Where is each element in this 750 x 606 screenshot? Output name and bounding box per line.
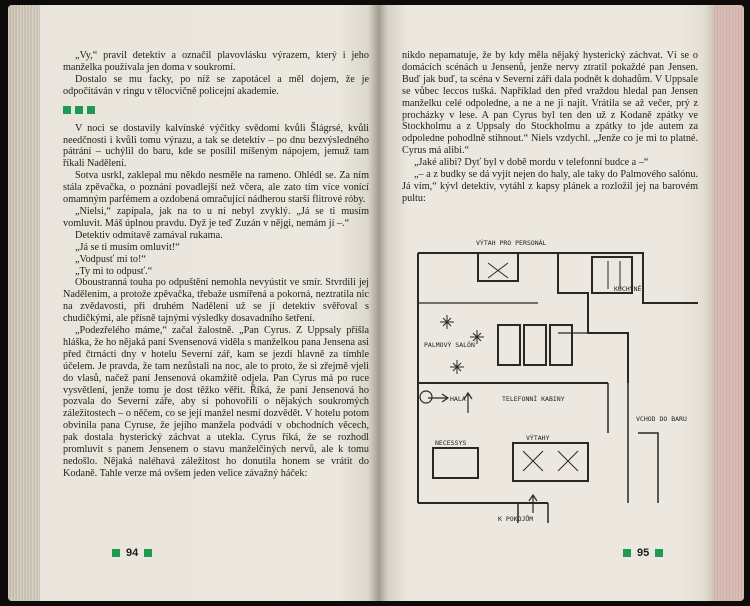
paragraph: „– a z budky se dá vyjít nejen do haly, ale taky do Palmového salónu. Já vím,“ kývl detektiv, vytáhl z kapsy plánek a rozložil jej na barovém pultu:: [402, 169, 698, 204]
page-number-right: [623, 547, 663, 559]
plan-label: HALA: [450, 395, 466, 403]
floor-plan: [398, 233, 698, 523]
green-square-icon: [144, 549, 152, 557]
plan-label: TELEFONNÍ KABINY: [502, 395, 565, 403]
green-square-icon: [87, 106, 95, 114]
paragraph: „Ty mi to odpusť.“: [75, 265, 153, 277]
paragraph: nikdo nepamatuje, že by kdy měla nějaký hysterický záchvat. Ví se o domácích scénách u Jensenů, jenže nervy ztratil pokaždé pan Jensen. Buď jak buď, ta scéna v Severní záři dala podnět k dohadům. V Uppsale se vůbec leccos tušká. Například den před vraždou hledal pan Jensen manželku celé odpoledne, a ne a ne ji najít. Vrátila se až večer, prý z procházky v lese. A pan Cyrus byl ten den už z Kodaně zpátky ve Stockholmu a z Uppsaly do Stockholmu a zpátky to jde autem za odpoledne pohodlně stihnout.“ Niels vzdychl. „Jenže co je mi to platné. Cyrus má alibi.“: [402, 50, 698, 157]
paragraph: „Já se ti musím omluvit!“: [75, 241, 180, 253]
paragraph: V noci se dostavily kalvínské výčitky svědomí kvůli Šlágrsé, kvůli needčnosti i kvůli tomu výrazu, a tak se detektiv – po dnu bezvýsledného pátrání – uchýlil do baru, kde se posílil míšeným nápojem, jemuž tam říkali Nadělení.: [63, 122, 369, 170]
paragraph: Detektiv odmítavě zamával rukama.: [75, 229, 223, 241]
green-square-icon: [75, 106, 83, 114]
section-break-squares: [63, 106, 369, 114]
left-page-text: [63, 50, 369, 480]
paragraph: Oboustranná touha po odpuštění nemohla nevyústit ve smír. Stvrdili jej Nadělením, a protože zpěvačka, třebaže usmířená a pokorná, neztratila nic na zvědavosti, při druhém Nadělení už se jí detektiv svěřoval s chudičkými, ale přísně tajnými výsledky dosavadního šetření.: [63, 277, 369, 325]
plan-label: K POKOJŮM: [498, 515, 534, 523]
plan-label: NECESSYS: [435, 439, 467, 447]
plan-label: VCHOD DO BARU: [636, 415, 687, 423]
paragraph: „Jaké alibi? Dyť byl v době mordu v telefonní budce a –“: [414, 157, 649, 169]
page-edge-right: [714, 5, 744, 601]
plan-staff-elevator: [478, 253, 518, 281]
plan-phone-booth: [550, 325, 572, 365]
plan-phone-booth: [524, 325, 546, 365]
green-square-icon: [655, 549, 663, 557]
right-page: [378, 5, 744, 601]
green-square-icon: [63, 106, 71, 114]
plan-label: VÝTAHY: [526, 434, 550, 442]
page-number-text: 94: [126, 547, 139, 559]
plan-phone-booth: [498, 325, 520, 365]
plan-label: VÝTAH PRO PERSONÁL: [476, 239, 547, 247]
plan-elevators: [513, 443, 588, 481]
plan-toilets: [433, 448, 478, 478]
paragraph: Dostalo se mu facky, po níž se zapotácel a měl dojem, že je odpočítáván v ringu v tělocvičně policejní akademie.: [63, 73, 369, 97]
page-number-text: 95: [637, 547, 650, 559]
right-page-text: [402, 50, 698, 205]
paragraph: Sotva usrkl, zaklepal mu někdo nesměle na rameno. Ohlédl se. Za ním stála zpěvačka, o poznání povadlejší než včera, ale zato tím více vonící omamným parfémem a ozdobená omračující nádherou starší flitrové róby.: [63, 170, 369, 206]
paragraph: „Podezřelého máme,“ začal žalostně. „Pan Cyrus. Z Uppsaly přišla hláška, že ho nějaká paní Svensenová viděla s manželkou pana Jensena asi před čtrnácti dny v hotelu Severní zář, kam se jezdí hlavně za tímhle účelem. Je pravda, že tam nezůstali na noc, ale to proto, že si zřejmě vjeli do vlasů, načež paní Jensenová okamžitě odjela. Pan Cyrus má po ruce vysvětlení, jenže tomu je dost těžko věřit. Říká, že paní Jensenová ho pozvala do Severní záře, aby si pohovořili o nějakých soukromých záležitostech – o něčem, co se její manžel nesmí dozvědět. V hotelu potom obvinila pana Cyruse, že jejího manžela podvádí v obchodních věcech, pak dostala hysterický záchvat a utekla. Cyrus říká, že se rozhodl promluvit s panem Jensenem o stavu manželčiných nervů, ale k tomu nedošlo. Nějaká naléhavá záležitost ho donutila honem se vrátit do Kodaně. Tahle verze má ovšem jeden velice závažný háček:: [63, 325, 369, 479]
paragraph: „Vodpusť mi to!“: [75, 253, 146, 265]
plan-label: KUCHYNĚ: [614, 285, 642, 293]
paragraph: „Vy,“ pravil detektiv a označil plavovlásku výrazem, který i jeho manželka používala jen doma v soukromí.: [63, 50, 369, 73]
green-square-icon: [623, 549, 631, 557]
paragraph: „Nielsi,“ zapípala, jak na to u ní nebyl zvyklý. „Já se ti musím vomluvit. Máš úplnou pravdu. Dyž je teď Zuzán v nějgi, nemám jí –.“: [63, 205, 369, 229]
green-square-icon: [112, 549, 120, 557]
page-number-left: [112, 547, 152, 559]
open-book: [8, 5, 744, 601]
plan-revolving-door: [420, 391, 432, 403]
left-page: [8, 5, 378, 601]
plan-label: PALMOVÝ SALÓN: [424, 341, 475, 349]
page-edge-left: [8, 5, 40, 601]
